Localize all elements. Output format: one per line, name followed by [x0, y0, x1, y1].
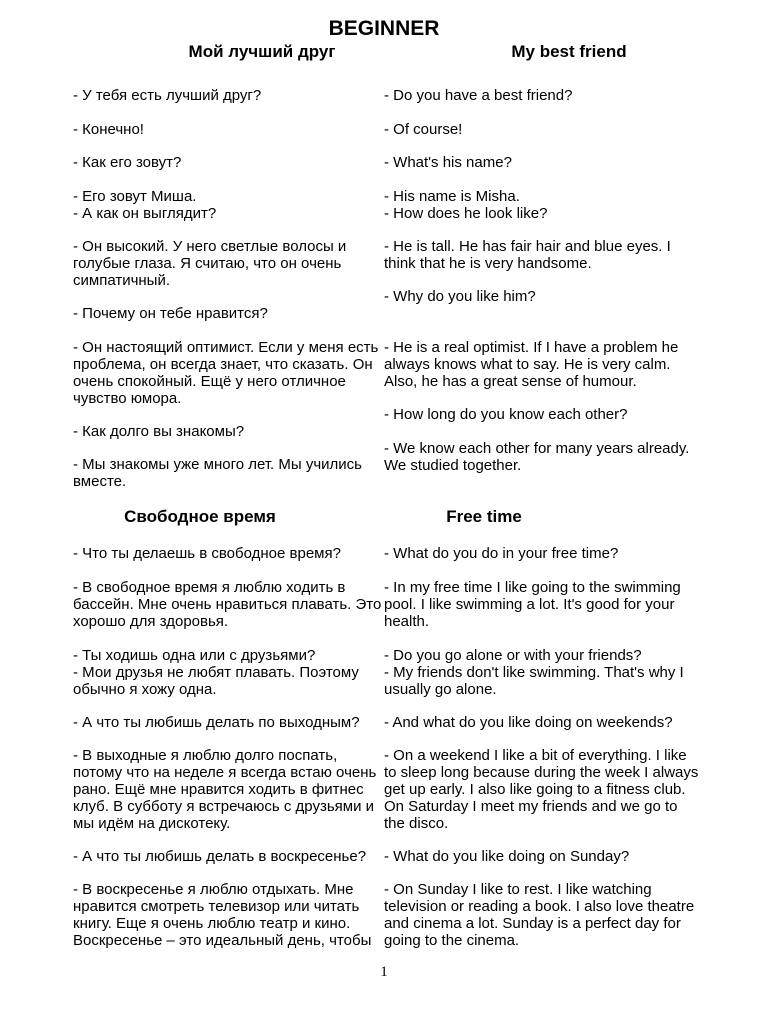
line-en: - On a weekend I like a bit of everything. I like to sleep long because during the week I always get up early. I also like going to a fitness club. On Saturday I meet my friends and we go to the disco.: [384, 747, 699, 832]
line-en: - In my free time I like going to the swimming pool. I like swimming a lot. It's good for your health.: [384, 579, 681, 630]
line-en: - On Sunday I like to rest. I like watching television or reading a book. I also love theatre and cinema a lot. Sunday is a perfect day for going to the cinema.: [384, 881, 695, 949]
section-heading-en: Free time: [446, 507, 522, 526]
line-ru: - В выходные я люблю долго поспать, потому что на неделе я всегда встаю очень рано. Ещё мне нравится ходить в фитнес клуб. В субботу я встречаюсь с друзьями и мы идём на дискотеку.: [73, 747, 377, 832]
line-en: - And what do you like doing on weekends?: [384, 714, 673, 731]
line-ru: - Его зовут Миша. - А как он выглядит?: [73, 188, 217, 222]
line-ru: - Как его зовут?: [73, 154, 182, 171]
line-ru: - Почему он тебе нравится?: [73, 305, 268, 322]
line-ru: - Как долго вы знакомы?: [73, 423, 245, 440]
line-ru: - В свободное время я люблю ходить в бассейн. Мне очень нравиться плавать. Это хорошо для здоровья.: [73, 579, 382, 630]
line-ru: - У тебя есть лучший друг?: [73, 87, 262, 104]
line-ru: - Ты ходишь одна или с друзьями? - Мои друзья не любят плавать. Поэтому обычно я хожу одна.: [73, 647, 359, 698]
line-ru: - В воскресенье я люблю отдыхать. Мне нравится смотреть телевизор или читать книгу. Еще я очень люблю театр и кино. Воскресенье – это идеальный день, чтобы: [73, 881, 372, 949]
line-en: - Do you have a best friend?: [384, 87, 573, 104]
line-ru: - Что ты делаешь в свободное время?: [73, 545, 341, 562]
line-en: - What's his name?: [384, 154, 512, 171]
line-en: - His name is Misha. - How does he look like?: [384, 188, 548, 222]
line-en: - What do you like doing on Sunday?: [384, 848, 630, 865]
page-title: BEGINNER: [328, 17, 440, 40]
line-en: - He is a real optimist. If I have a problem he always knows what to say. He is very calm. Also, he has a great sense of humour.: [384, 339, 679, 390]
line-en: - Of course!: [384, 121, 463, 138]
line-ru: - Он высокий. У него светлые волосы и голубые глаза. Я считаю, что он очень симпатичный.: [73, 238, 347, 289]
line-ru: - Конечно!: [73, 121, 144, 138]
section-heading-en: My best friend: [511, 42, 627, 61]
line-en: - Do you go alone or with your friends? - My friends don't like swimming. That's why I usually go alone.: [384, 647, 684, 698]
line-en: - What do you do in your free time?: [384, 545, 619, 562]
line-ru: - А что ты любишь делать по выходным?: [73, 714, 360, 731]
section-heading-ru: Свободное время: [124, 507, 276, 526]
page-number: 1: [380, 964, 388, 980]
line-en: - We know each other for many years already. We studied together.: [384, 440, 690, 474]
line-en: - Why do you like him?: [384, 288, 536, 305]
section-heading-ru: Мой лучший друг: [188, 42, 336, 61]
line-en: - How long do you know each other?: [384, 406, 628, 423]
line-ru: - Мы знакомы уже много лет. Мы учились вместе.: [73, 456, 362, 490]
line-ru: - Он настоящий оптимист. Если у меня есть проблема, он всегда знает, что сказать. Он очень спокойный. Ещё у него отличное чувство юмора.: [73, 339, 379, 407]
line-ru: - А что ты любишь делать в воскресенье?: [73, 848, 367, 865]
line-en: - He is tall. He has fair hair and blue eyes. I think that he is very handsome.: [384, 238, 671, 272]
